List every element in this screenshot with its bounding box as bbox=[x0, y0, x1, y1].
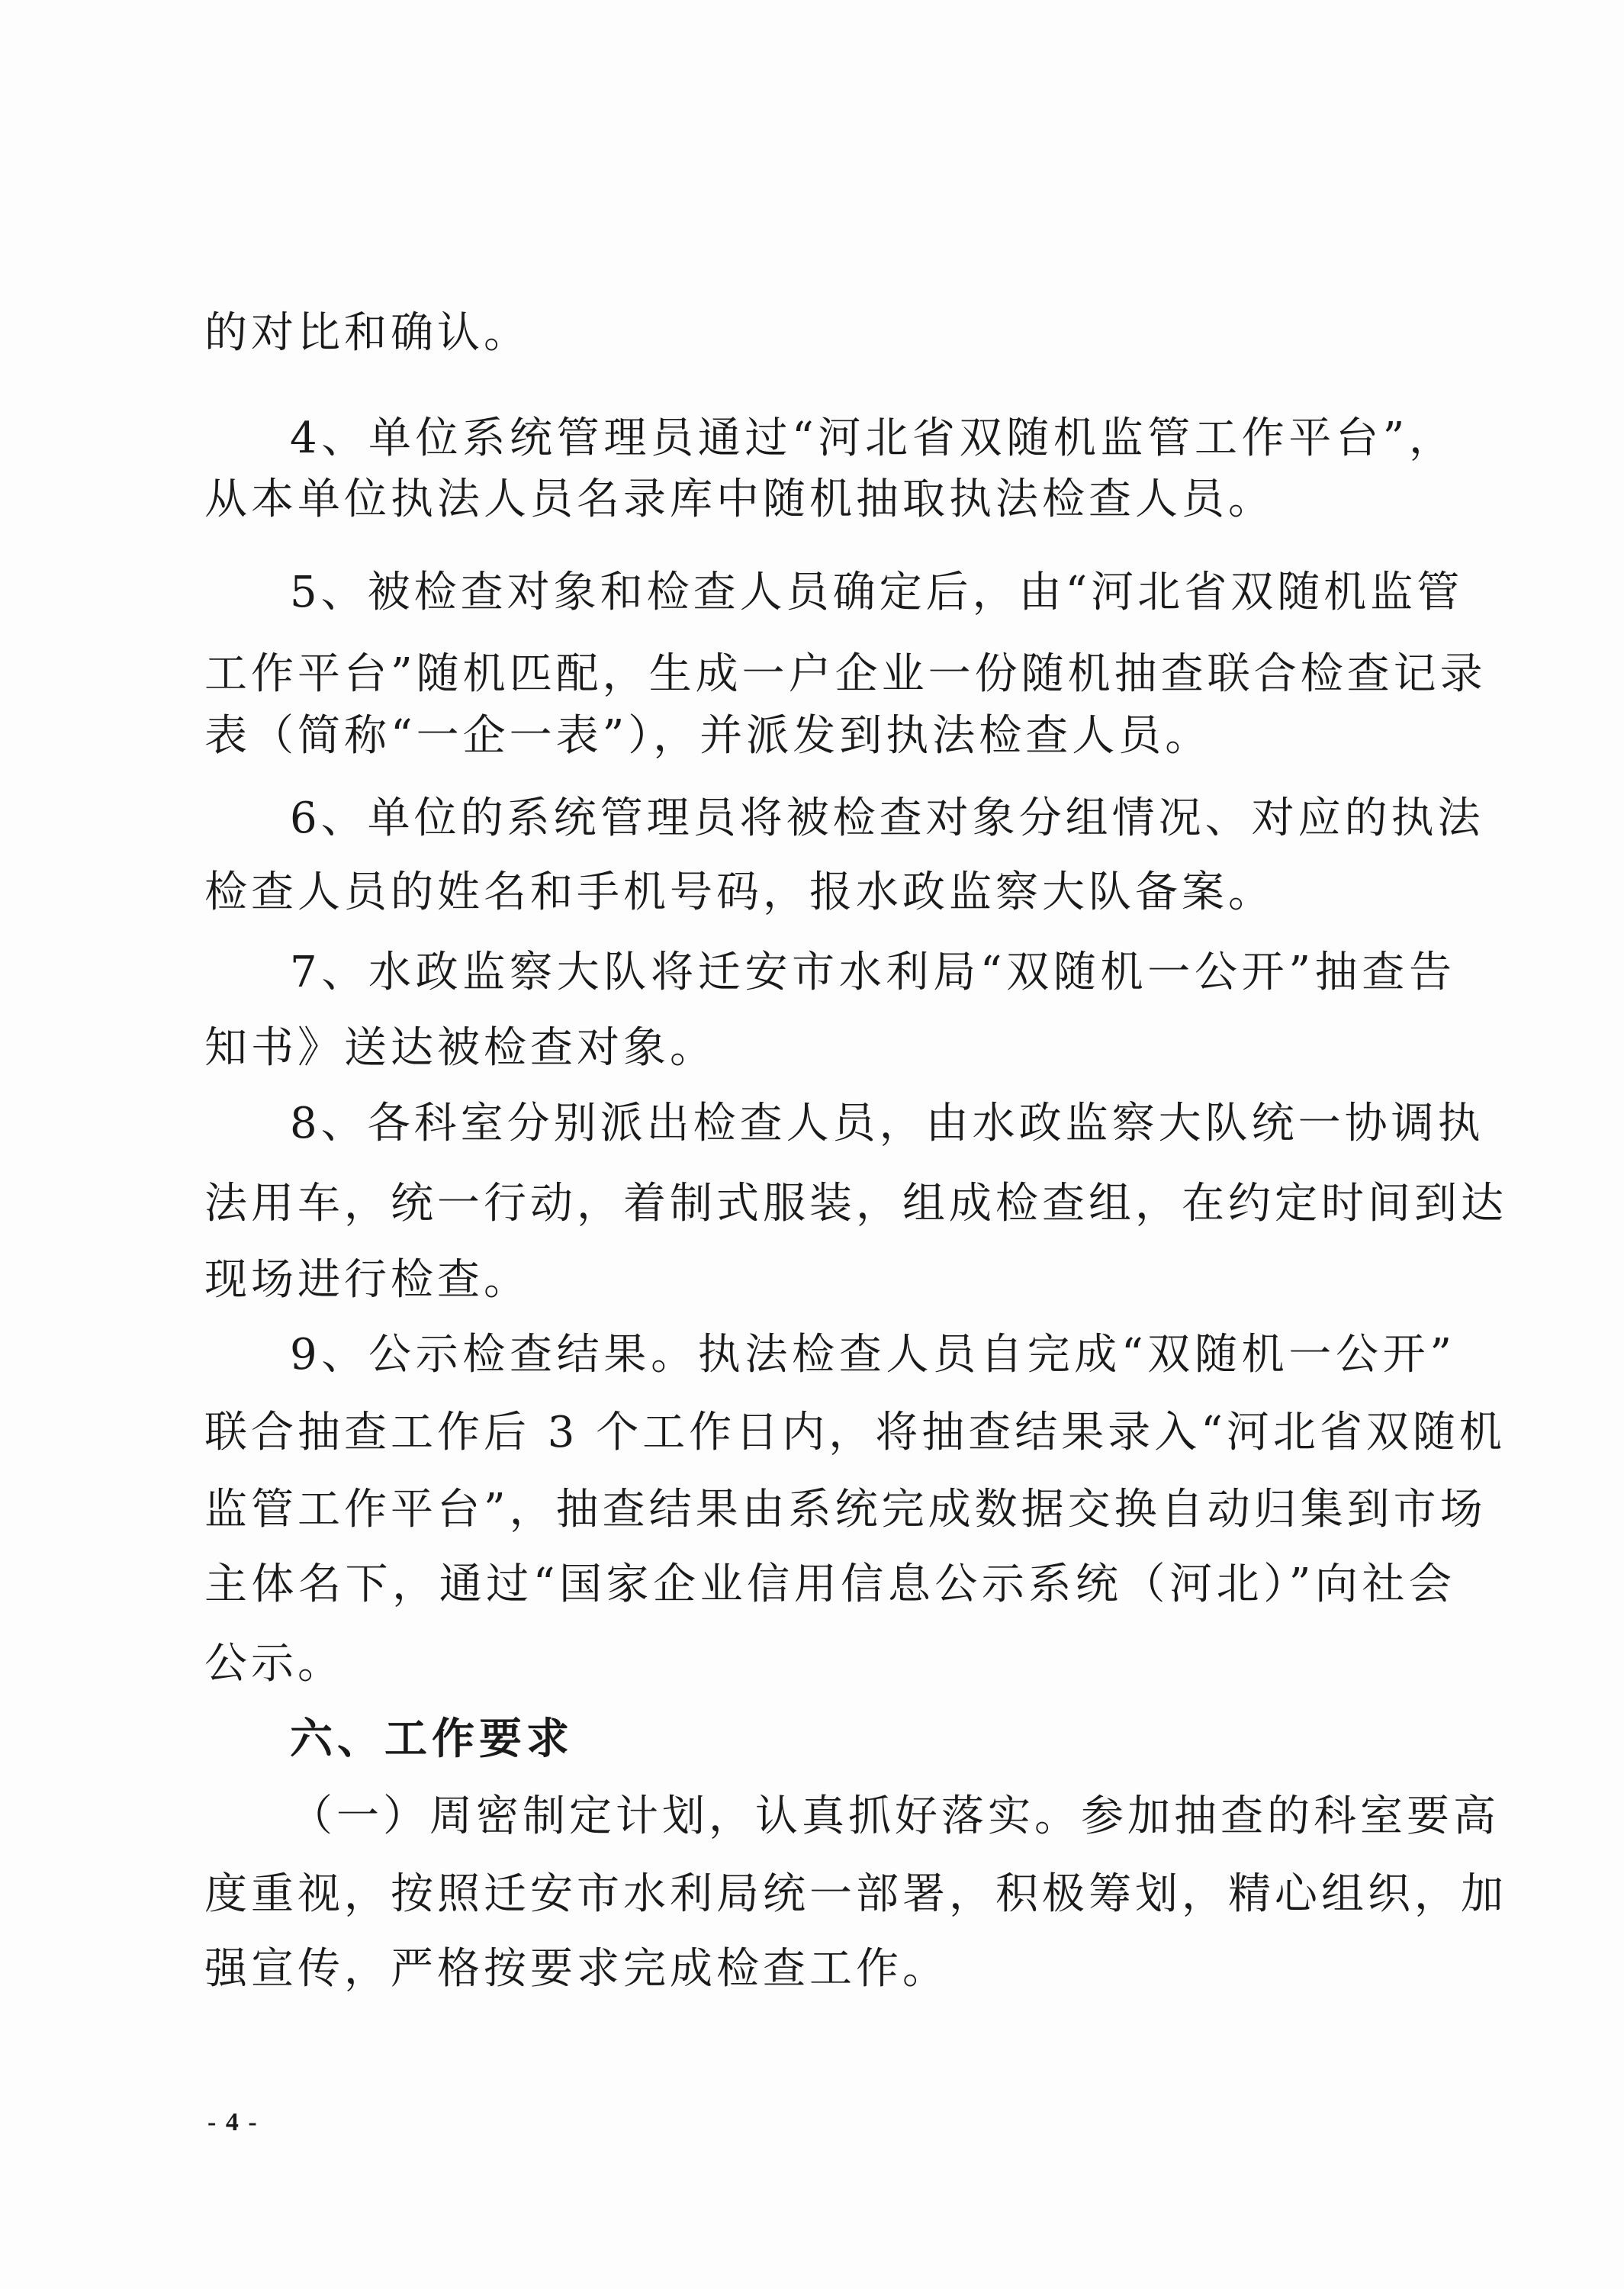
paragraph-line: （一）周密制定计划，认真抓好落实。参加抽查的科室要高 bbox=[290, 1792, 1500, 1841]
paragraph-line: 6、单位的系统管理员将被检查对象分组情况、对应的执法 bbox=[290, 794, 1484, 843]
paragraph-line: 检查人员的姓名和手机号码，报水政监察大队备案。 bbox=[204, 868, 1275, 917]
paragraph-line: 从本单位执法人员名录库中随机抽取执法检查人员。 bbox=[204, 475, 1275, 524]
paragraph-line: 度重视，按照迁安市水利局统一部署，积极筹划，精心组织，加 bbox=[204, 1869, 1507, 1919]
paragraph-line: 9、公示检查结果。执法检查人员自完成“双随机一公开” bbox=[290, 1330, 1455, 1380]
paragraph-line: 强宣传，严格按要求完成检查工作。 bbox=[204, 1944, 949, 1994]
paragraph-line: 的对比和确认。 bbox=[204, 308, 530, 358]
paragraph-line: 7、水政监察大队将迁安市水利局“双随机一公开”抽查告 bbox=[290, 948, 1455, 997]
paragraph-line: 8、各科室分别派出检查人员，由水政监察大队统一协调执 bbox=[290, 1099, 1484, 1148]
paragraph-line: 监管工作平台”，抽查结果由系统完成数据交换自动归集到市场 bbox=[204, 1485, 1487, 1534]
paragraph-line: 现场进行检查。 bbox=[204, 1255, 530, 1305]
section-heading: 六、工作要求 bbox=[290, 1714, 574, 1764]
paragraph-line: 联合抽查工作后 3 个工作日内，将抽查结果录入“河北省双随机 bbox=[204, 1408, 1506, 1457]
paragraph-line: 公示。 bbox=[204, 1639, 344, 1689]
page-number: - 4 - bbox=[207, 2108, 259, 2136]
paragraph-line: 4、单位系统管理员通过“河北省双随机监管工作平台”， bbox=[290, 414, 1455, 463]
paragraph-line: 知书》送达被检查对象。 bbox=[204, 1023, 716, 1073]
paragraph-line: 法用车，统一行动，着制式服装，组成检查组，在约定时间到达 bbox=[204, 1179, 1507, 1228]
paragraph-line: 表（简称“一企一表”），并派发到执法检查人员。 bbox=[204, 711, 1212, 761]
paragraph-line: 工作平台”随机匹配，生成一户企业一份随机抽查联合检查记录 bbox=[204, 649, 1487, 699]
paragraph-line: 主体名下，通过“国家企业信用信息公示系统（河北）”向社会 bbox=[204, 1560, 1455, 1609]
paragraph-line: 5、被检查对象和检查人员确定后，由“河北省双随机监管 bbox=[290, 568, 1464, 617]
